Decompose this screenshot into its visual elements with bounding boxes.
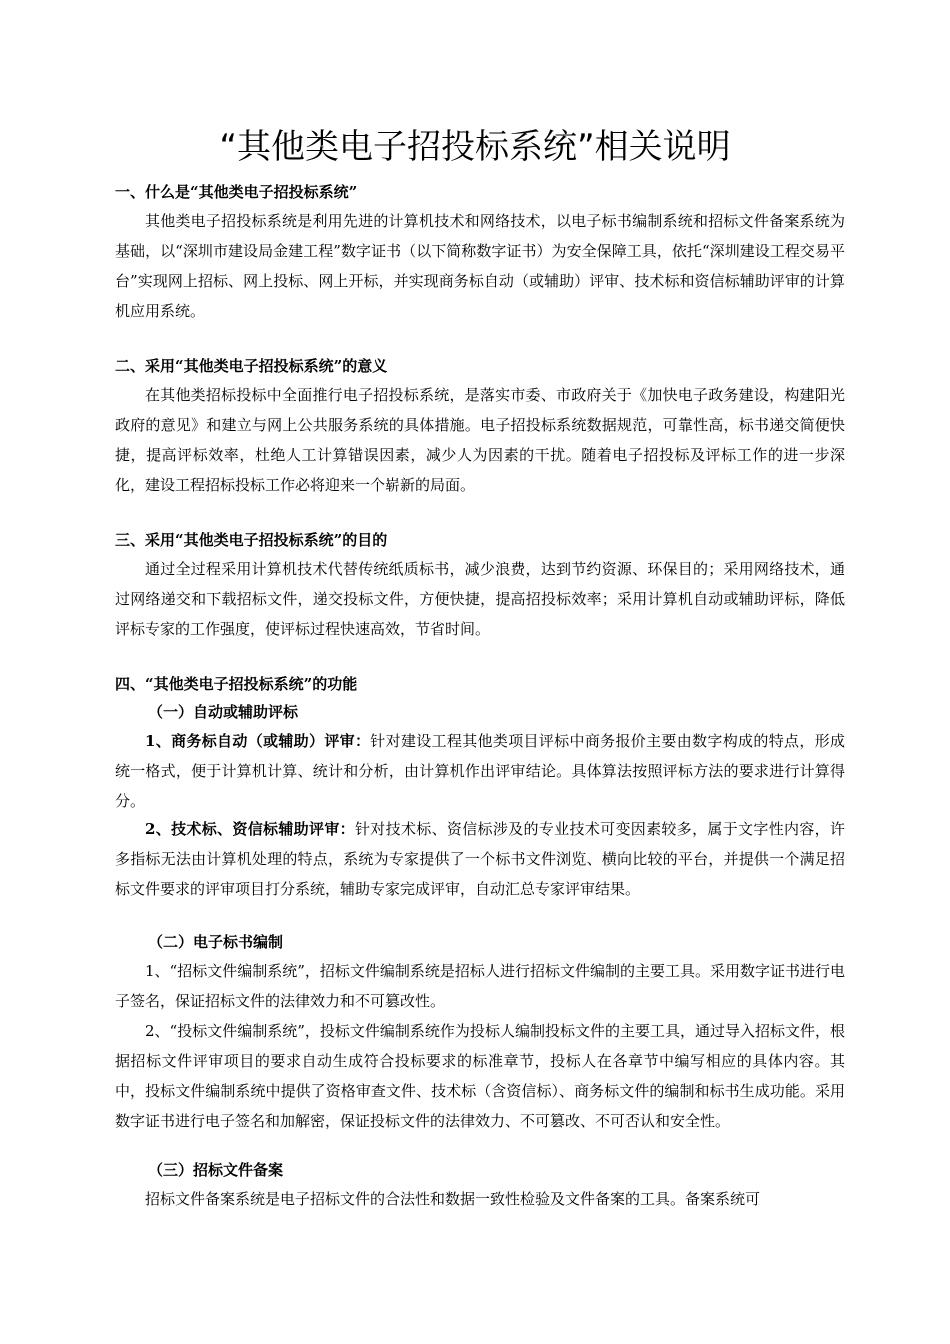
section-1-body: 其他类电子招投标系统是利用先进的计算机技术和网络技术，以电子标书编制系统和招标文件备案系统为基础，以“深圳市建设局金建工程”数字证书（以下简称数字证书）为安全保障工具，依托“深圳建设工程交易平台”实现网上招标、网上投标、网上开标，并实现商务标自动（或辅助）评审、技术标和资信标辅助评审的计算机应用系统。 bbox=[115, 212, 845, 320]
subsection-1-heading: （一）自动或辅助评标 bbox=[148, 703, 299, 721]
paragraph-text: 针对建设工程其他类项目评标中商务报价主要由数字构成的特点，形成统一格式，便于计算机计算、统计和分析，由计算机作出评审结论。具体算法按照评标方法的要求进行计算得分。 bbox=[115, 732, 845, 810]
section-4-heading: 四、“其他类电子招投标系统”的功能 bbox=[115, 675, 358, 693]
page-title: “其他类电子招投标系统”相关说明 bbox=[219, 127, 731, 167]
paragraph-text: 针对技术标、资信标涉及的专业技术可变因素较多，属于文字性内容，许多指标无法由计算机处理的特点，系统为专家提供了一个标书文件浏览、横向比较的平台，并提供一个满足招标文件要求的评审项目打分系统，辅助专家完成评审，自动汇总专家评审结果。 bbox=[115, 820, 845, 898]
paragraph-lead: 2、技术标、资信标辅助评审： bbox=[145, 820, 355, 838]
subsection-3-heading: （三）招标文件备案 bbox=[148, 1161, 284, 1179]
section-2-body: 在其他类招标投标中全面推行电子招投标系统，是落实市委、市政府关于《加快电子政务建设，构建阳光政府的意见》和建立与网上公共服务系统的具体措施。电子招投标系统数据规范，可靠性高，标书递交简便快捷，提高评标效率，杜绝人工计算错误因素，减少人为因素的干扰。随着电子招投标及评标工作的进一步深化，建设工程招标投标工作必将迎来一个崭新的局面。 bbox=[115, 386, 845, 494]
subsection-2-paragraph-2: 2、“投标文件编制系统”，投标文件编制系统作为投标人编制投标文件的主要工具，通过导入招标文件，根据招标文件评审项目的要求自动生成符合投标要求的标准章节，投标人在各章节中编写相应的具体内容。其中，投标文件编制系统中提供了资格审查文件、技术标（含资信标）、商务标文件的编制和标书生成功能。采用数字证书进行电子签名和加解密，保证投标文件的法律效力、不可篡改、不可否认和安全性。 bbox=[115, 1022, 845, 1130]
section-1-heading: 一、什么是“其他类电子招投标系统” bbox=[115, 183, 358, 201]
subsection-2-paragraph-1: 1、“招标文件编制系统”，招标文件编制系统是招标人进行招标文件编制的主要工具。采用数字证书进行电子签名，保证招标文件的法律效力和不可篡改性。 bbox=[115, 962, 845, 1010]
subsection-1-paragraph-2 bbox=[115, 814, 845, 904]
section-2-heading: 二、采用“其他类电子招投标系统”的意义 bbox=[115, 357, 388, 375]
subsection-3-paragraph-1: 招标文件备案系统是电子招标文件的合法性和数据一致性检验及文件备案的工具。备案系统可 bbox=[145, 1190, 761, 1208]
subsection-1-paragraph-1 bbox=[115, 726, 845, 816]
section-3-heading: 三、采用“其他类电子招投标系统”的目的 bbox=[115, 531, 388, 549]
paragraph-lead: 1、商务标自动（或辅助）评审： bbox=[145, 732, 371, 750]
subsection-2-heading: （二）电子标书编制 bbox=[148, 933, 284, 951]
section-3-body: 通过全过程采用计算机技术代替传统纸质标书，减少浪费，达到节约资源、环保目的；采用网络技术，通过网络递交和下载招标文件，递交投标文件，方便快捷，提高招投标效率；采用计算机自动或辅助评标，降低评标专家的工作强度，使评标过程快速高效，节省时间。 bbox=[115, 560, 845, 638]
